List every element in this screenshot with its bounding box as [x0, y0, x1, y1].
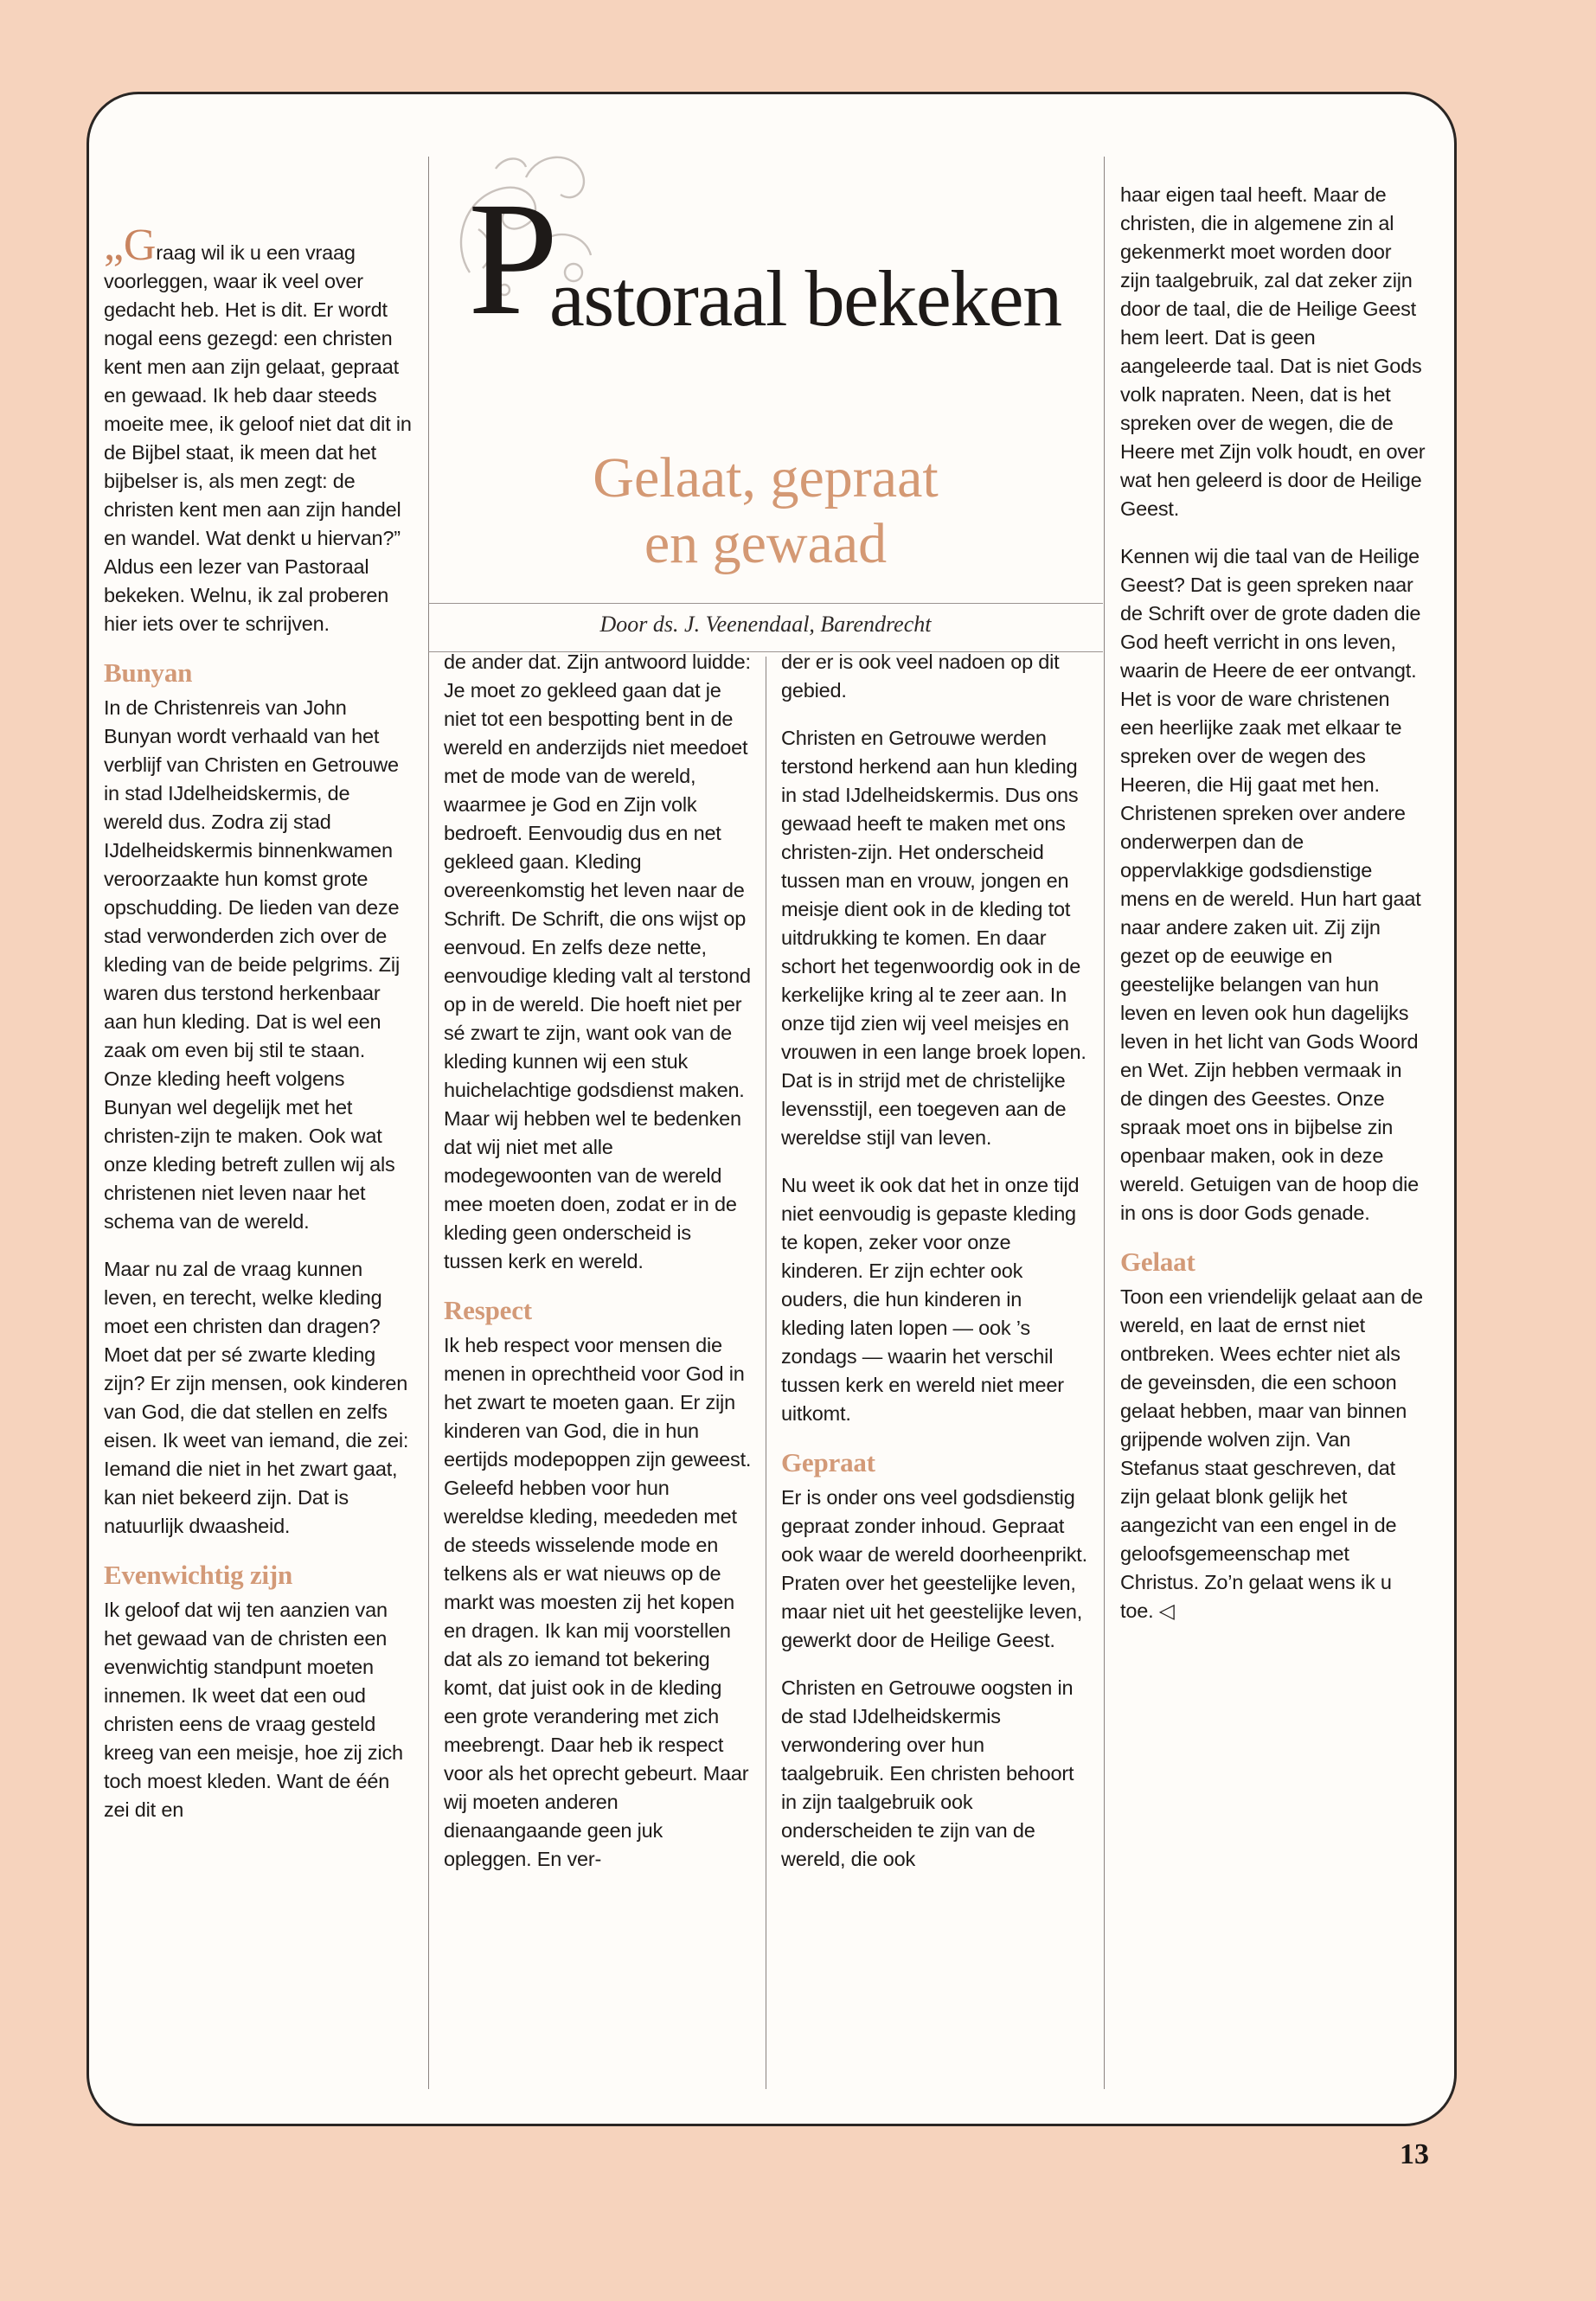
end-mark-icon: ◁: [1158, 1599, 1175, 1622]
column-3: [781, 648, 1089, 1893]
heading-gelaat: Gelaat: [1120, 1247, 1195, 1277]
paragraph-gepraat: Er is onder ons veel godsdienstig gepraat zonder inhoud. Gepraat ook waar de wereld doorheenprikt. Praten over het geestelijke leven, maar niet uit het geestelijke leven, gewerkt door de Heilige Geest.: [781, 1486, 1087, 1651]
intro-text: raag wil ik u een vraag voorleggen, waar ik veel over gedacht heb. Het is dit. Er wordt nogal eens gezegd: een christen kent men aan zijn gelaat, gepraat en gewaad. Ik heb daar steeds moeite mee, ik geloof niet dat dit in de Bijbel staat, ik meen dat het bijbelser is, als men zegt: de christen kent men aan zijn handel en wandel. Wat denkt u hiervan?” Aldus een lezer van Pastoraal bekeken. Welnu, ik zal proberen hier iets over te schrijven.: [104, 241, 412, 635]
paragraph-col4-2: Kennen wij die taal van de Heilige Geest? Dat is geen spreken naar de Schrift over de grote daden die God heeft verricht in ons leven, waarin de Heere de eer ontvangt. Het is voor de ware christenen een heerlijke zaak met elkaar te spreken over de wegen des Heeren, die Hij gaat met hen. Christenen spreken over andere onderwerpen dan de oppervlakkige godsdienstige mens en de wereld. Hun hart gaat naar andere zaken uit. Zij zijn gezet op de eeuwige en geestelijke belangen van hun leven en leven ook hun dagelijks leven in het licht van Gods Woord en Wet. Zijn hebben vermaak in de dingen des Geestes. Onze spraak moet ons in bijbelse zin openbaar maken, ook in deze wereld. Getuigen van de hoop die in ons is door Gods genade.: [1120, 545, 1421, 1224]
heading-respect: Respect: [444, 1295, 532, 1325]
paragraph-col3-3: Nu weet ik ook dat het in onze tijd niet eenvoudig is gepaste kleding te kopen, zeker voor onze kinderen. Er zijn echter ook ouders, die hun kinderen in kleding laten lopen — ook ’s zondags — waarin het verschil tussen kerk en wereld niet meer uitkomt.: [781, 1174, 1080, 1425]
byline: Door ds. J. Veenendaal, Barendrecht: [599, 612, 932, 637]
masthead-initial: P: [468, 168, 559, 349]
intro-quote-mark: „: [104, 221, 124, 270]
column-1: [104, 221, 412, 1843]
paragraph-col3-2: Christen en Getrouwe werden terstond herkend aan hun kleding in stad IJdelheidskermis. Dus ons gewaad heeft te maken met ons christen-zijn. Het onderscheid tussen man en vrouw, jongen en meisje dient ook in de kleding tot uitdrukking te komen. En daar schort het tegenwoordig ook in de kerkelijke kring al te zeer aan. In onze tijd zien wij veel meisjes en vrouwen in een lange broek lopen. Dat is in strijd met de christelijke levensstijl, een toegeven aan de wereldse stijl van leven.: [781, 727, 1086, 1149]
subtitle-line-1: Gelaat, gepraat: [593, 446, 939, 510]
heading-gepraat: Gepraat: [781, 1447, 875, 1477]
paragraph-gelaat: [1120, 1283, 1426, 1625]
masthead-title: astoraal bekeken: [549, 254, 1061, 343]
paragraph-col3-1: der er is ook veel nadoen op dit gebied.: [781, 651, 1060, 702]
column-2: [444, 648, 753, 1893]
byline-rule-top: [428, 603, 1103, 604]
paragraph-col2-1: de ander dat. Zijn antwoord luidde: Je moet zo gekleed gaan dat je niet tot een bespotting bent in de wereld en anderzijds niet meedoet met de mode van de wereld, waarmee je God en Zijn volk bedroeft. Eenvoudig dus en net gekleed gaan. Kleding overeenkomstig het leven naar de Schrift. De Schrift, die ons wijst op eenvoud. En zelfs deze nette, eenvoudige kleding valt al terstond op in de wereld. Die hoeft niet per sé zwart te zijn, want ook van de kleding kunnen wij een stuk huichelachtige godsdienst maken. Maar wij hebben wel te bedenken dat wij niet met alle modegewoonten van de wereld mee moeten doen, zodat er in de kleding geen onderscheid is tussen kerk en wereld.: [444, 651, 751, 1272]
column-rule-4: [1104, 157, 1105, 2089]
intro-initial: G: [123, 221, 157, 270]
paragraph-respect: Ik heb respect voor mensen die menen in oprechtheid voor God in het zwart te moeten gaan. Er zijn kinderen van God, die in hun eertijds modepoppen zijn geweest. Geleefd hebben voor hun wereldse kleding, meededen met de steeds wisselende mode en telkens als er wat nieuws op de markt was moesten zij het kopen en dragen. Ik kan mij voorstellen dat als zo iemand tot bekering komt, dat juist ook in de kleding een grote verandering met zich meebrengt. Daar heb ik respect voor als het oprecht gebeurt. Maar wij moeten anderen dienaangaande geen juk opleggen. En ver-: [444, 1334, 752, 1870]
subtitle-line-2: en gewaad: [644, 512, 888, 575]
paragraph-maar: Maar nu zal de vraag kunnen leven, en terecht, welke kleding moet een christen dan dragen? Moet dat per sé zwarte kleding zijn? Er zijn mensen, ook kinderen van God, die dat stellen en zelfs eisen. Ik weet van iemand, die zei: Iemand die niet in het zwart gaat, kan niet bekeerd zijn. Dat is natuurlijk dwaasheid.: [104, 1258, 409, 1537]
intro-paragraph: [104, 221, 412, 638]
paragraph-col4-1: haar eigen taal heeft. Maar de christen, die in algemene zin al gekenmerkt moet worden door zijn taalgebruik, zal dat zeker zijn door de taal, die de Heilige Geest hem leert. Dat is geen aangeleerde taal. Dat is niet Gods volk napraten. Neen, dat is het spreken over de wegen, die de Heere met Zijn volk houdt, en over wat hen geleerd is door de Heilige Geest.: [1120, 183, 1426, 520]
paragraph-col3-4: Christen en Getrouwe oogsten in de stad IJdelheidskermis verwondering over hun taalgebruik. Een christen behoort in zijn taalgebruik ook onderscheiden te zijn van de wereld, die ook: [781, 1676, 1074, 1870]
page-number: 13: [1400, 2138, 1429, 2170]
article-subtitle: [428, 445, 1103, 577]
paragraph-evenwichtig: Ik geloof dat wij ten aanzien van het gewaad van de christen een evenwichtig standpunt moeten innemen. Ik weet dat een oud christen eens de vraag gesteld kreeg van een meisje, hoe zij zich toch moest kleden. Want de één zei dit en: [104, 1599, 403, 1821]
column-4: [1120, 181, 1426, 1644]
heading-bunyan: Bunyan: [104, 657, 193, 688]
article-panel: [87, 92, 1457, 2126]
paragraph-bunyan: In de Christenreis van John Bunyan wordt verhaald van het verblijf van Christen en Getrouwe in stad IJdelheidskermis, de wereld dus. Zodra zij stad IJdelheidskermis binnenkwamen veroorzaakte hun komst grote opschudding. De lieden van deze stad verwonderden zich over de kleding van de beide pelgrims. Zij waren dus terstond herkenbaar aan hun kleding. Dat is wel een zaak om even bij stil te staan. Onze kleding heeft volgens Bunyan wel degelijk met het christen-zijn te maken. Ook wat onze kleding betreft zullen wij als christenen niet leven naar het schema van de wereld.: [104, 696, 400, 1233]
heading-evenwichtig: Evenwichtig zijn: [104, 1560, 293, 1590]
gelaat-text: Toon een vriendelijk gelaat aan de wereld, en laat de ernst niet ontbreken. Wees echter niet als de geveinsden, die een schoon gelaat hebben, maar van binnen grijpende wolven zijn. Van Stefanus staat geschreven, dat zijn gelaat blonk gelijk het aangezicht van een engel in de geloofsgemeenschap met Christus. Zo’n gelaat wens ik u toe.: [1120, 1285, 1423, 1622]
